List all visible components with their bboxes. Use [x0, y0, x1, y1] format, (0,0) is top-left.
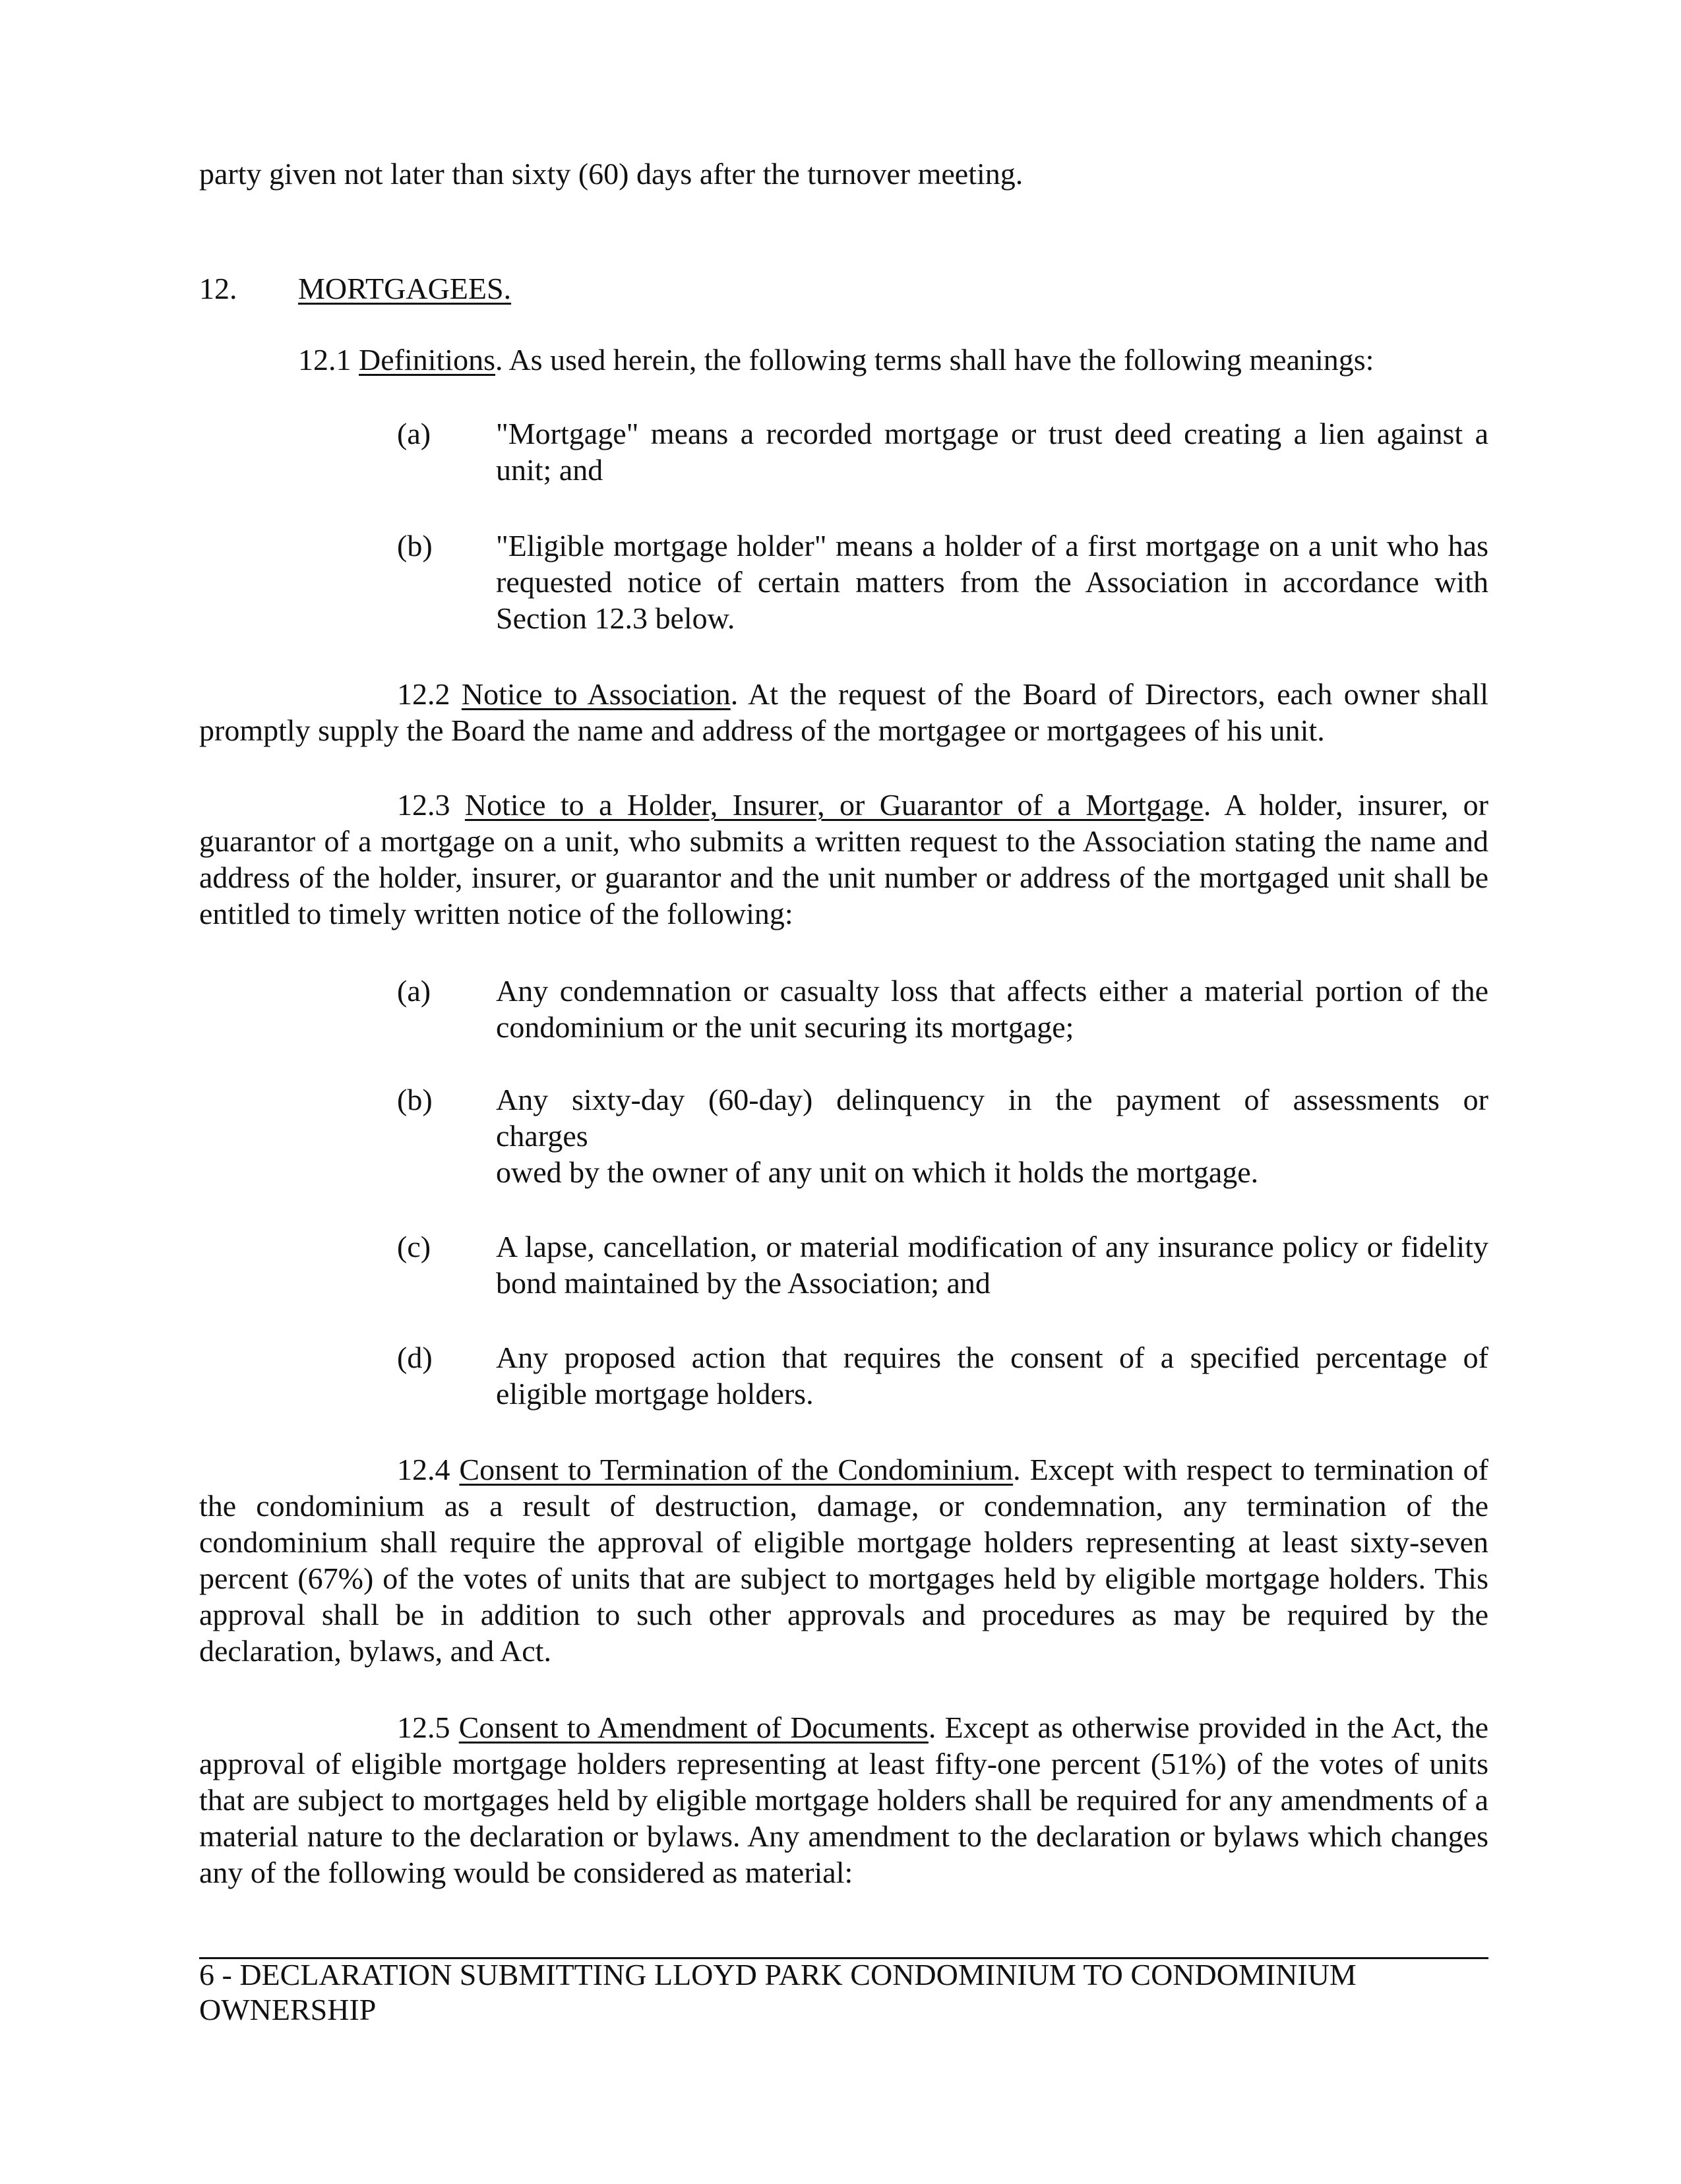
page-number: 6 — [199, 1958, 214, 1991]
subsection-text: . A holder, insurer, or guarantor of a mortgage on a unit, who submits a written request to the Association stating the name and address of the holder, insurer, or guarantor and the unit number or address of the mortgaged unit shall be entitled to timely written notice of the following: — [199, 788, 1488, 930]
subsection-12-1 — [298, 342, 1488, 378]
subsection-heading: Definitions — [359, 343, 495, 377]
item-letter: (d) — [397, 1341, 433, 1374]
subsection-12-2 — [199, 676, 1488, 748]
subsection-heading: Notice to a Holder, Insurer, or Guarantor of a Mortgage — [464, 788, 1204, 822]
item-letter: (b) — [397, 529, 433, 562]
subsection-number: 12.5 — [397, 1711, 450, 1744]
item-letter: (b) — [397, 1083, 433, 1116]
item-line: owed by the owner of any unit on which it holds the mortgage. — [496, 1155, 1259, 1189]
section-number: 12. — [199, 272, 237, 305]
subsection-heading: Notice to Association — [461, 677, 731, 711]
section-title: MORTGAGEES. — [298, 272, 512, 305]
item-letter: (a) — [397, 974, 431, 1008]
subsection-number: 12.3 — [397, 788, 450, 822]
subsection-text: . Except as otherwise provided in the Act, the approval of eligible mortgage holders representing at least fifty-one percent (51%) of the votes of units that are subject to mortgages held by eligible mortgage holders shall be required for any amendments of a material nature to the declaration or bylaws. Any amendment to the declaration or bylaws which changes any of the following would be considered as material: — [199, 1711, 1488, 1889]
subsection-text: . Except with respect to termination of the condominium as a result of destruction, damage, or condemnation, any termination of the condominium shall require the approval of eligible mortgage holders representing at least sixty-seven percent (67%) of the votes of units that are subject to mortgages held by eligible mortgage holders. This approval shall be in addition to such other approvals and procedures as may be required by the declaration, bylaws, and Act. — [199, 1453, 1488, 1668]
subsection-number: 12.1 — [298, 343, 351, 377]
definition-item: "Mortgage" means a recorded mortgage or trust deed creating a lien against a unit; and — [496, 417, 1488, 487]
subsection-12-5 — [199, 1709, 1488, 1891]
item-line: charges — [496, 1119, 588, 1153]
page-footer — [199, 1957, 1488, 2027]
notice-item: Any proposed action that requires the consent of a specified percentage of eligible mortgage holders. — [496, 1341, 1488, 1410]
item-letter: (c) — [397, 1230, 431, 1263]
definition-item: "Eligible mortgage holder" means a holder of a first mortgage on a unit who has requested notice of certain matters from the Association in accordance with Section 12.3 below. — [496, 529, 1488, 635]
subsection-number: 12.2 — [397, 677, 450, 711]
subsection-heading: Consent to Termination of the Condominium — [459, 1453, 1014, 1486]
notice-item: Any condemnation or casualty loss that affects either a material portion of the condominium or the unit securing its mortgage; — [496, 974, 1488, 1044]
document-title: DECLARATION SUBMITTING LLOYD PARK CONDOMINIUM TO CONDOMINIUM OWNERSHIP — [199, 1958, 1357, 2026]
subsection-12-4 — [199, 1451, 1488, 1669]
subsection-12-3 — [199, 787, 1488, 932]
item-letter: (a) — [397, 417, 431, 450]
subsection-number: 12.4 — [397, 1453, 450, 1486]
subsection-text: . At the request of the Board of Directors, each owner shall promptly supply the Board the name and address of the mortgagee or mortgagees of his unit. — [199, 677, 1489, 747]
notice-item — [496, 1081, 1488, 1190]
subsection-text: . As used herein, the following terms shall have the following meanings: — [495, 343, 1374, 377]
footer-separator: - — [214, 1958, 240, 1991]
notice-item: A lapse, cancellation, or material modification of any insurance policy or fidelity bond maintained by the Association; and — [496, 1230, 1488, 1300]
item-line: Any sixty-day (60-day) delinquency in the payment of assessments or — [496, 1083, 1488, 1116]
subsection-heading: Consent to Amendment of Documents — [458, 1711, 929, 1744]
continuation-line: party given not later than sixty (60) days after the turnover meeting. — [199, 157, 1024, 191]
